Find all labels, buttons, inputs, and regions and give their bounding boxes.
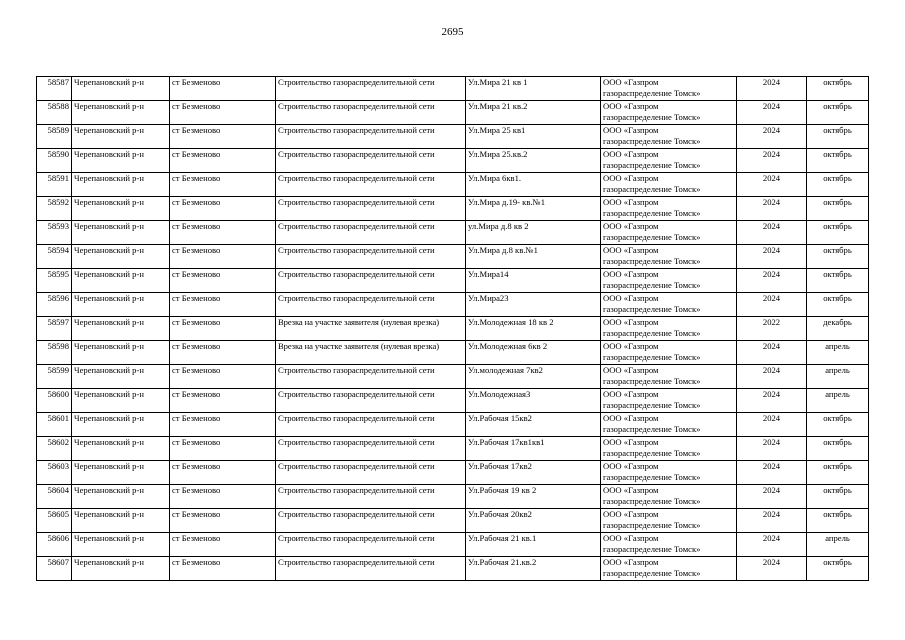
organization-line-2: газораспределение Томск»: [603, 328, 701, 338]
settlement-cell: ст Безменово: [170, 509, 276, 533]
settlement-cell: ст Безменово: [170, 317, 276, 341]
district-cell: Черепановский р-н: [72, 77, 170, 101]
work-type-cell: Строительство газораспределительной сети: [276, 389, 466, 413]
month-cell: октябрь: [807, 101, 869, 125]
district-cell: Черепановский р-н: [72, 413, 170, 437]
year-cell: 2024: [737, 77, 807, 101]
month-cell: апрель: [807, 341, 869, 365]
record-number: 58589: [37, 125, 72, 149]
settlement-cell: ст Безменово: [170, 269, 276, 293]
address-cell: Ул.Мира д.8 кв.№1: [466, 245, 601, 269]
settlement-cell: ст Безменово: [170, 413, 276, 437]
table-row: [37, 389, 869, 413]
settlement-cell: ст Безменово: [170, 485, 276, 509]
record-number: 58601: [37, 413, 72, 437]
record-number: 58604: [37, 485, 72, 509]
district-cell: Черепановский р-н: [72, 557, 170, 581]
organization-cell: [601, 437, 737, 461]
organization-line-1: ООО «Газпром: [603, 101, 659, 111]
organization-line-2: газораспределение Томск»: [603, 112, 701, 122]
year-cell: 2024: [737, 173, 807, 197]
registry-body: [37, 77, 869, 581]
organization-line-1: ООО «Газпром: [603, 485, 659, 495]
settlement-cell: ст Безменово: [170, 173, 276, 197]
organization-line-2: газораспределение Томск»: [603, 568, 701, 578]
record-number: 58598: [37, 341, 72, 365]
settlement-cell: ст Безменово: [170, 77, 276, 101]
table-row: [37, 317, 869, 341]
month-cell: октябрь: [807, 557, 869, 581]
address-cell: ул.Мира д.8 кв 2: [466, 221, 601, 245]
organization-line-1: ООО «Газпром: [603, 317, 659, 327]
organization-cell: [601, 149, 737, 173]
organization-line-2: газораспределение Томск»: [603, 256, 701, 266]
organization-line-2: газораспределение Томск»: [603, 472, 701, 482]
organization-cell: [601, 221, 737, 245]
month-cell: декабрь: [807, 317, 869, 341]
month-cell: октябрь: [807, 77, 869, 101]
district-cell: Черепановский р-н: [72, 149, 170, 173]
settlement-cell: ст Безменово: [170, 245, 276, 269]
table-row: [37, 341, 869, 365]
table-row: [37, 245, 869, 269]
work-type-cell: Строительство газораспределительной сети: [276, 101, 466, 125]
year-cell: 2024: [737, 125, 807, 149]
record-number: 58602: [37, 437, 72, 461]
district-cell: Черепановский р-н: [72, 461, 170, 485]
organization-line-1: ООО «Газпром: [603, 557, 659, 567]
month-cell: октябрь: [807, 413, 869, 437]
settlement-cell: ст Безменово: [170, 221, 276, 245]
organization-line-2: газораспределение Томск»: [603, 136, 701, 146]
district-cell: Черепановский р-н: [72, 317, 170, 341]
district-cell: Черепановский р-н: [72, 437, 170, 461]
year-cell: 2024: [737, 413, 807, 437]
year-cell: 2024: [737, 149, 807, 173]
record-number: 58605: [37, 509, 72, 533]
organization-cell: [601, 293, 737, 317]
organization-cell: [601, 533, 737, 557]
district-cell: Черепановский р-н: [72, 197, 170, 221]
district-cell: Черепановский р-н: [72, 389, 170, 413]
work-type-cell: Строительство газораспределительной сети: [276, 413, 466, 437]
year-cell: 2024: [737, 293, 807, 317]
settlement-cell: ст Безменово: [170, 389, 276, 413]
organization-line-1: ООО «Газпром: [603, 437, 659, 447]
table-row: [37, 293, 869, 317]
month-cell: октябрь: [807, 509, 869, 533]
organization-cell: [601, 77, 737, 101]
record-number: 58595: [37, 269, 72, 293]
organization-line-2: газораспределение Томск»: [603, 160, 701, 170]
record-number: 58600: [37, 389, 72, 413]
organization-line-1: ООО «Газпром: [603, 269, 659, 279]
address-cell: Ул.Мира 25.кв.2: [466, 149, 601, 173]
organization-line-2: газораспределение Томск»: [603, 496, 701, 506]
district-cell: Черепановский р-н: [72, 125, 170, 149]
organization-line-2: газораспределение Томск»: [603, 448, 701, 458]
year-cell: 2024: [737, 461, 807, 485]
settlement-cell: ст Безменово: [170, 557, 276, 581]
month-cell: апрель: [807, 389, 869, 413]
table-row: [37, 485, 869, 509]
work-type-cell: Строительство газораспределительной сети: [276, 533, 466, 557]
table-row: [37, 269, 869, 293]
settlement-cell: ст Безменово: [170, 341, 276, 365]
month-cell: октябрь: [807, 245, 869, 269]
organization-line-2: газораспределение Томск»: [603, 184, 701, 194]
year-cell: 2024: [737, 365, 807, 389]
table-row: [37, 437, 869, 461]
organization-line-2: газораспределение Томск»: [603, 520, 701, 530]
organization-line-1: ООО «Газпром: [603, 149, 659, 159]
settlement-cell: ст Безменово: [170, 461, 276, 485]
organization-cell: [601, 317, 737, 341]
table-row: [37, 413, 869, 437]
district-cell: Черепановский р-н: [72, 485, 170, 509]
record-number: 58587: [37, 77, 72, 101]
record-number: 58593: [37, 221, 72, 245]
organization-line-1: ООО «Газпром: [603, 509, 659, 519]
district-cell: Черепановский р-н: [72, 365, 170, 389]
district-cell: Черепановский р-н: [72, 221, 170, 245]
month-cell: октябрь: [807, 197, 869, 221]
record-number: 58603: [37, 461, 72, 485]
year-cell: 2024: [737, 341, 807, 365]
organization-cell: [601, 557, 737, 581]
year-cell: 2024: [737, 533, 807, 557]
year-cell: 2024: [737, 485, 807, 509]
table-row: [37, 461, 869, 485]
address-cell: Ул.Рабочая 17кв2: [466, 461, 601, 485]
record-number: 58606: [37, 533, 72, 557]
work-type-cell: Строительство газораспределительной сети: [276, 245, 466, 269]
address-cell: Ул.молодежная 7кв2: [466, 365, 601, 389]
settlement-cell: ст Безменово: [170, 437, 276, 461]
district-cell: Черепановский р-н: [72, 293, 170, 317]
organization-cell: [601, 413, 737, 437]
month-cell: октябрь: [807, 269, 869, 293]
record-number: 58607: [37, 557, 72, 581]
organization-cell: [601, 461, 737, 485]
work-type-cell: Строительство газораспределительной сети: [276, 197, 466, 221]
month-cell: апрель: [807, 533, 869, 557]
work-type-cell: Строительство газораспределительной сети: [276, 485, 466, 509]
address-cell: Ул.Рабочая 19 кв 2: [466, 485, 601, 509]
month-cell: октябрь: [807, 173, 869, 197]
address-cell: Ул.Молодежная 18 кв 2: [466, 317, 601, 341]
table-row: [37, 197, 869, 221]
month-cell: октябрь: [807, 125, 869, 149]
organization-line-1: ООО «Газпром: [603, 197, 659, 207]
table-row: [37, 149, 869, 173]
month-cell: апрель: [807, 365, 869, 389]
organization-cell: [601, 197, 737, 221]
record-number: 58596: [37, 293, 72, 317]
organization-line-1: ООО «Газпром: [603, 413, 659, 423]
organization-line-2: газораспределение Томск»: [603, 544, 701, 554]
work-type-cell: Врезка на участке заявителя (нулевая врезка): [276, 317, 466, 341]
district-cell: Черепановский р-н: [72, 269, 170, 293]
year-cell: 2024: [737, 245, 807, 269]
organization-line-2: газораспределение Томск»: [603, 304, 701, 314]
year-cell: 2022: [737, 317, 807, 341]
settlement-cell: ст Безменово: [170, 365, 276, 389]
table-row: [37, 365, 869, 389]
organization-line-2: газораспределение Томск»: [603, 400, 701, 410]
record-number: 58597: [37, 317, 72, 341]
record-number: 58591: [37, 173, 72, 197]
organization-cell: [601, 173, 737, 197]
district-cell: Черепановский р-н: [72, 533, 170, 557]
work-type-cell: Строительство газораспределительной сети: [276, 461, 466, 485]
organization-line-1: ООО «Газпром: [603, 293, 659, 303]
organization-line-2: газораспределение Томск»: [603, 376, 701, 386]
address-cell: Ул.Рабочая 15кв2: [466, 413, 601, 437]
district-cell: Черепановский р-н: [72, 101, 170, 125]
record-number: 58590: [37, 149, 72, 173]
work-type-cell: Строительство газораспределительной сети: [276, 149, 466, 173]
organization-line-2: газораспределение Томск»: [603, 208, 701, 218]
organization-cell: [601, 365, 737, 389]
address-cell: Ул.Мира д.19- кв.№1: [466, 197, 601, 221]
month-cell: октябрь: [807, 149, 869, 173]
address-cell: Ул.Мира 21 кв 1: [466, 77, 601, 101]
organization-line-1: ООО «Газпром: [603, 341, 659, 351]
page-number: 2695: [441, 26, 464, 38]
year-cell: 2024: [737, 557, 807, 581]
year-cell: 2024: [737, 389, 807, 413]
record-number: 58592: [37, 197, 72, 221]
address-cell: Ул.Мира 6кв1.: [466, 173, 601, 197]
organization-line-1: ООО «Газпром: [603, 365, 659, 375]
table-row: [37, 125, 869, 149]
table-row: [37, 533, 869, 557]
organization-line-1: ООО «Газпром: [603, 173, 659, 183]
organization-cell: [601, 509, 737, 533]
address-cell: Ул.Рабочая 21.кв.2: [466, 557, 601, 581]
organization-line-1: ООО «Газпром: [603, 125, 659, 135]
month-cell: октябрь: [807, 485, 869, 509]
year-cell: 2024: [737, 437, 807, 461]
year-cell: 2024: [737, 101, 807, 125]
table-row: [37, 173, 869, 197]
district-cell: Черепановский р-н: [72, 173, 170, 197]
organization-cell: [601, 485, 737, 509]
table-row: [37, 101, 869, 125]
month-cell: октябрь: [807, 221, 869, 245]
organization-line-1: ООО «Газпром: [603, 461, 659, 471]
organization-line-1: ООО «Газпром: [603, 389, 659, 399]
settlement-cell: ст Безменово: [170, 293, 276, 317]
organization-line-1: ООО «Газпром: [603, 245, 659, 255]
address-cell: Ул.Мира23: [466, 293, 601, 317]
table-row: [37, 221, 869, 245]
address-cell: Ул.Молодежная 6кв 2: [466, 341, 601, 365]
month-cell: октябрь: [807, 293, 869, 317]
organization-line-2: газораспределение Томск»: [603, 352, 701, 362]
address-cell: Ул.Молодежная3: [466, 389, 601, 413]
district-cell: Черепановский р-н: [72, 509, 170, 533]
address-cell: Ул.Мира 25 кв1: [466, 125, 601, 149]
organization-line-2: газораспределение Томск»: [603, 280, 701, 290]
organization-cell: [601, 269, 737, 293]
work-type-cell: Строительство газораспределительной сети: [276, 221, 466, 245]
registry-table: [36, 76, 869, 581]
organization-cell: [601, 389, 737, 413]
month-cell: октябрь: [807, 461, 869, 485]
work-type-cell: Врезка на участке заявителя (нулевая врезка): [276, 341, 466, 365]
table-row: [37, 509, 869, 533]
district-cell: Черепановский р-н: [72, 341, 170, 365]
organization-line-1: ООО «Газпром: [603, 533, 659, 543]
settlement-cell: ст Безменово: [170, 149, 276, 173]
organization-line-2: газораспределение Томск»: [603, 424, 701, 434]
work-type-cell: Строительство газораспределительной сети: [276, 125, 466, 149]
address-cell: Ул.Мира 21 кв.2: [466, 101, 601, 125]
table-row: [37, 77, 869, 101]
organization-cell: [601, 245, 737, 269]
work-type-cell: Строительство газораспределительной сети: [276, 77, 466, 101]
work-type-cell: Строительство газораспределительной сети: [276, 557, 466, 581]
record-number: 58594: [37, 245, 72, 269]
organization-cell: [601, 125, 737, 149]
settlement-cell: ст Безменово: [170, 101, 276, 125]
year-cell: 2024: [737, 197, 807, 221]
work-type-cell: Строительство газораспределительной сети: [276, 437, 466, 461]
work-type-cell: Строительство газораспределительной сети: [276, 365, 466, 389]
settlement-cell: ст Безменово: [170, 125, 276, 149]
table-row: [37, 557, 869, 581]
organization-cell: [601, 341, 737, 365]
settlement-cell: ст Безменово: [170, 533, 276, 557]
record-number: 58599: [37, 365, 72, 389]
address-cell: Ул.Рабочая 17кв1кв1: [466, 437, 601, 461]
work-type-cell: Строительство газораспределительной сети: [276, 269, 466, 293]
address-cell: Ул.Рабочая 21 кв.1: [466, 533, 601, 557]
year-cell: 2024: [737, 269, 807, 293]
work-type-cell: Строительство газораспределительной сети: [276, 293, 466, 317]
address-cell: Ул.Рабочая 20кв2: [466, 509, 601, 533]
organization-line-1: ООО «Газпром: [603, 221, 659, 231]
record-number: 58588: [37, 101, 72, 125]
organization-line-2: газораспределение Томск»: [603, 232, 701, 242]
organization-line-2: газораспределение Томск»: [603, 88, 701, 98]
settlement-cell: ст Безменово: [170, 197, 276, 221]
year-cell: 2024: [737, 221, 807, 245]
organization-line-1: ООО «Газпром: [603, 77, 659, 87]
year-cell: 2024: [737, 509, 807, 533]
address-cell: Ул.Мира14: [466, 269, 601, 293]
district-cell: Черепановский р-н: [72, 245, 170, 269]
work-type-cell: Строительство газораспределительной сети: [276, 509, 466, 533]
month-cell: октябрь: [807, 437, 869, 461]
work-type-cell: Строительство газораспределительной сети: [276, 173, 466, 197]
organization-cell: [601, 101, 737, 125]
